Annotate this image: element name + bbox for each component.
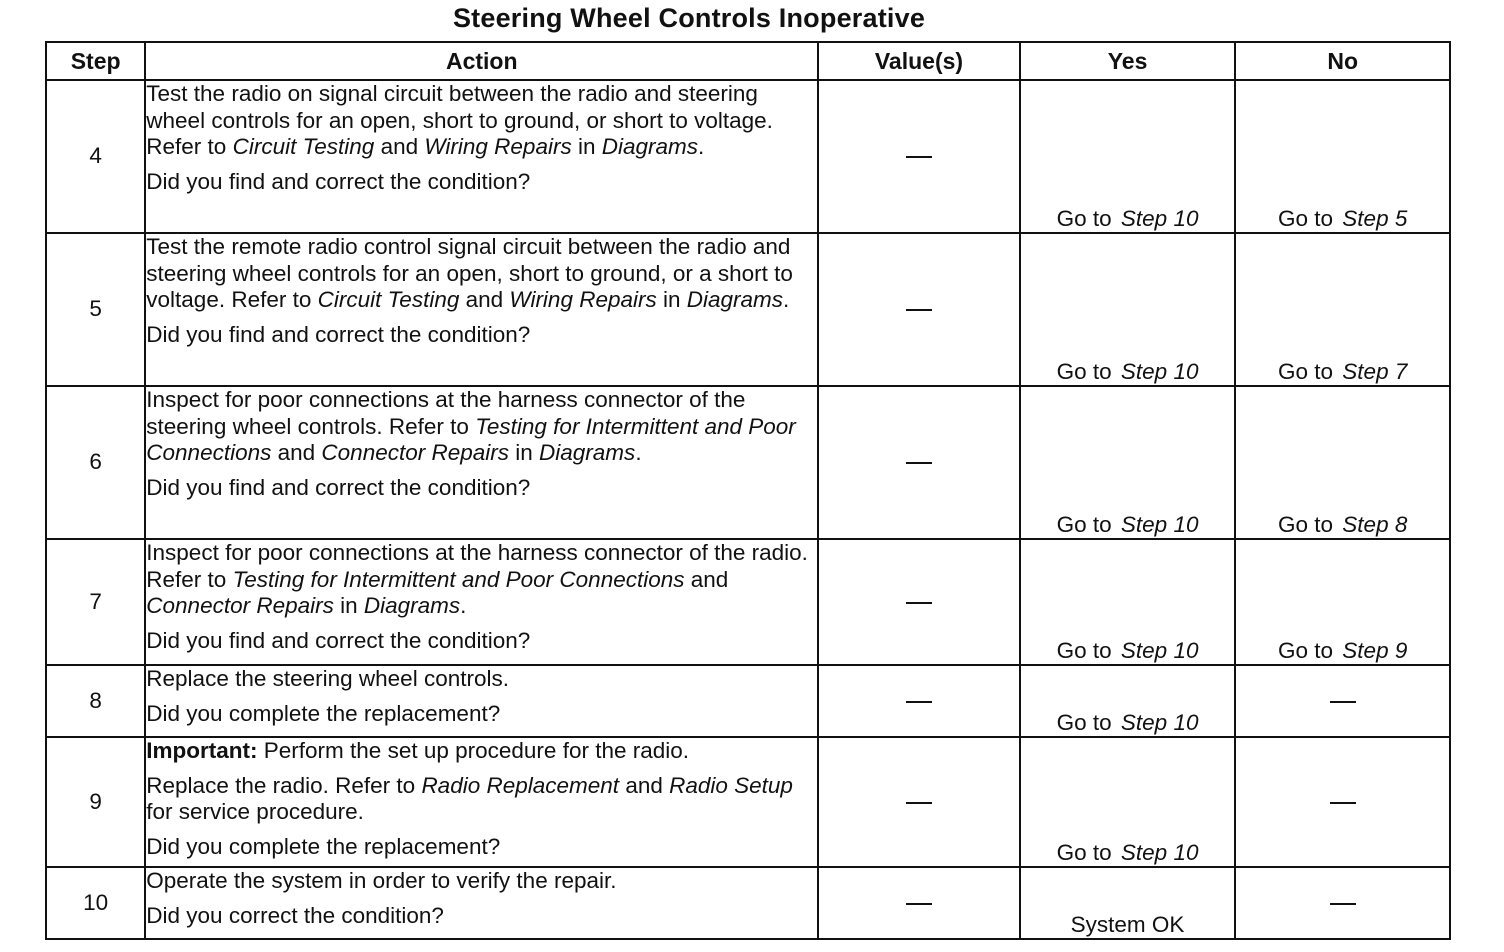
action-text: Inspect for poor connections at the harness connector of the steering wheel controls. Refer to Testing for Intermittent and Poor Connections and Connector Repairs in Diagrams. bbox=[146, 387, 796, 465]
action-question: Did you find and correct the condition? bbox=[146, 627, 531, 653]
header-action: Action bbox=[145, 42, 818, 80]
dash-mark bbox=[906, 156, 932, 158]
dash-mark bbox=[906, 701, 932, 703]
yes-cell: Go to Step 10 bbox=[1020, 665, 1236, 737]
action-cell bbox=[145, 665, 818, 737]
table-row bbox=[46, 539, 1450, 665]
step-number: 5 bbox=[46, 233, 145, 386]
value-cell bbox=[818, 867, 1020, 939]
action-text: Replace the steering wheel controls. bbox=[146, 666, 509, 691]
action-text: Inspect for poor connections at the harness connector of the radio. Refer to Testing for Intermittent and Poor Connections and Connector Repairs in Diagrams. bbox=[146, 540, 808, 618]
action-text: Test the remote radio control signal circuit between the radio and steering wheel controls for an open, short to ground, or a short to voltage. Refer to Circuit Testing and Wiring Repairs in Diagrams. bbox=[146, 234, 793, 312]
value-cell bbox=[818, 80, 1020, 233]
important-note: Important: Perform the set up procedure for the radio. bbox=[146, 738, 690, 763]
action-cell bbox=[145, 867, 818, 939]
action-cell bbox=[145, 539, 818, 665]
yes-cell: Go to Step 10 bbox=[1020, 539, 1236, 665]
table-row bbox=[46, 386, 1450, 539]
no-cell: Go to Step 9 bbox=[1235, 539, 1450, 665]
step-number: 4 bbox=[46, 80, 145, 233]
action-cell bbox=[145, 80, 818, 233]
no-cell bbox=[1235, 737, 1450, 867]
action-text: Test the radio on signal circuit between the radio and steering wheel controls for an open, short to ground, or short to voltage. Refer to Circuit Testing and Wiring Repairs in Diagrams. bbox=[146, 81, 773, 159]
header-yes: Yes bbox=[1020, 42, 1236, 80]
action-question: Did you find and correct the condition? bbox=[146, 168, 531, 194]
header-row bbox=[46, 42, 1450, 80]
yes-cell: Go to Step 10 bbox=[1020, 386, 1236, 539]
no-cell: Go to Step 5 bbox=[1235, 80, 1450, 233]
step-number: 9 bbox=[46, 737, 145, 867]
header-no: No bbox=[1235, 42, 1450, 80]
step-number: 8 bbox=[46, 665, 145, 737]
table-row bbox=[46, 737, 1450, 867]
action-question: Did you complete the replacement? bbox=[146, 700, 501, 726]
dash-mark bbox=[906, 802, 932, 804]
no-cell: Go to Step 7 bbox=[1235, 233, 1450, 386]
action-question: Did you correct the condition? bbox=[146, 902, 444, 928]
dash-mark bbox=[906, 903, 932, 905]
header-step: Step bbox=[46, 42, 145, 80]
yes-cell: Go to Step 10 bbox=[1020, 737, 1236, 867]
step-number: 7 bbox=[46, 539, 145, 665]
no-cell bbox=[1235, 665, 1450, 737]
no-cell bbox=[1235, 867, 1450, 939]
no-cell: Go to Step 8 bbox=[1235, 386, 1450, 539]
action-text: Operate the system in order to verify the repair. bbox=[146, 868, 617, 893]
dash-mark bbox=[1330, 802, 1356, 804]
step-number: 10 bbox=[46, 867, 145, 939]
action-question: Did you find and correct the condition? bbox=[146, 474, 531, 500]
action-cell bbox=[145, 737, 818, 867]
value-cell bbox=[818, 233, 1020, 386]
table-row bbox=[46, 80, 1450, 233]
value-cell bbox=[818, 665, 1020, 737]
yes-cell: Go to Step 10 bbox=[1020, 80, 1236, 233]
yes-cell: Go to Step 10 bbox=[1020, 233, 1236, 386]
value-cell bbox=[818, 539, 1020, 665]
action-cell bbox=[145, 386, 818, 539]
table-row bbox=[46, 665, 1450, 737]
table-row bbox=[46, 233, 1450, 386]
yes-cell: System OK bbox=[1020, 867, 1236, 939]
value-cell bbox=[818, 386, 1020, 539]
diagnostic-table bbox=[45, 41, 1451, 940]
action-question: Did you find and correct the condition? bbox=[146, 321, 531, 347]
table-row bbox=[46, 867, 1450, 939]
step-number: 6 bbox=[46, 386, 145, 539]
dash-mark bbox=[1330, 903, 1356, 905]
dash-mark bbox=[1330, 701, 1356, 703]
page-title: Steering Wheel Controls Inoperative bbox=[452, 3, 926, 33]
value-cell bbox=[818, 737, 1020, 867]
action-text: Replace the radio. Refer to Radio Replacement and Radio Setup for service procedure. bbox=[146, 772, 793, 824]
action-cell bbox=[145, 233, 818, 386]
dash-mark bbox=[906, 309, 932, 311]
header-values: Value(s) bbox=[818, 42, 1020, 80]
action-question: Did you complete the replacement? bbox=[146, 833, 501, 859]
dash-mark bbox=[906, 462, 932, 464]
dash-mark bbox=[906, 602, 932, 604]
